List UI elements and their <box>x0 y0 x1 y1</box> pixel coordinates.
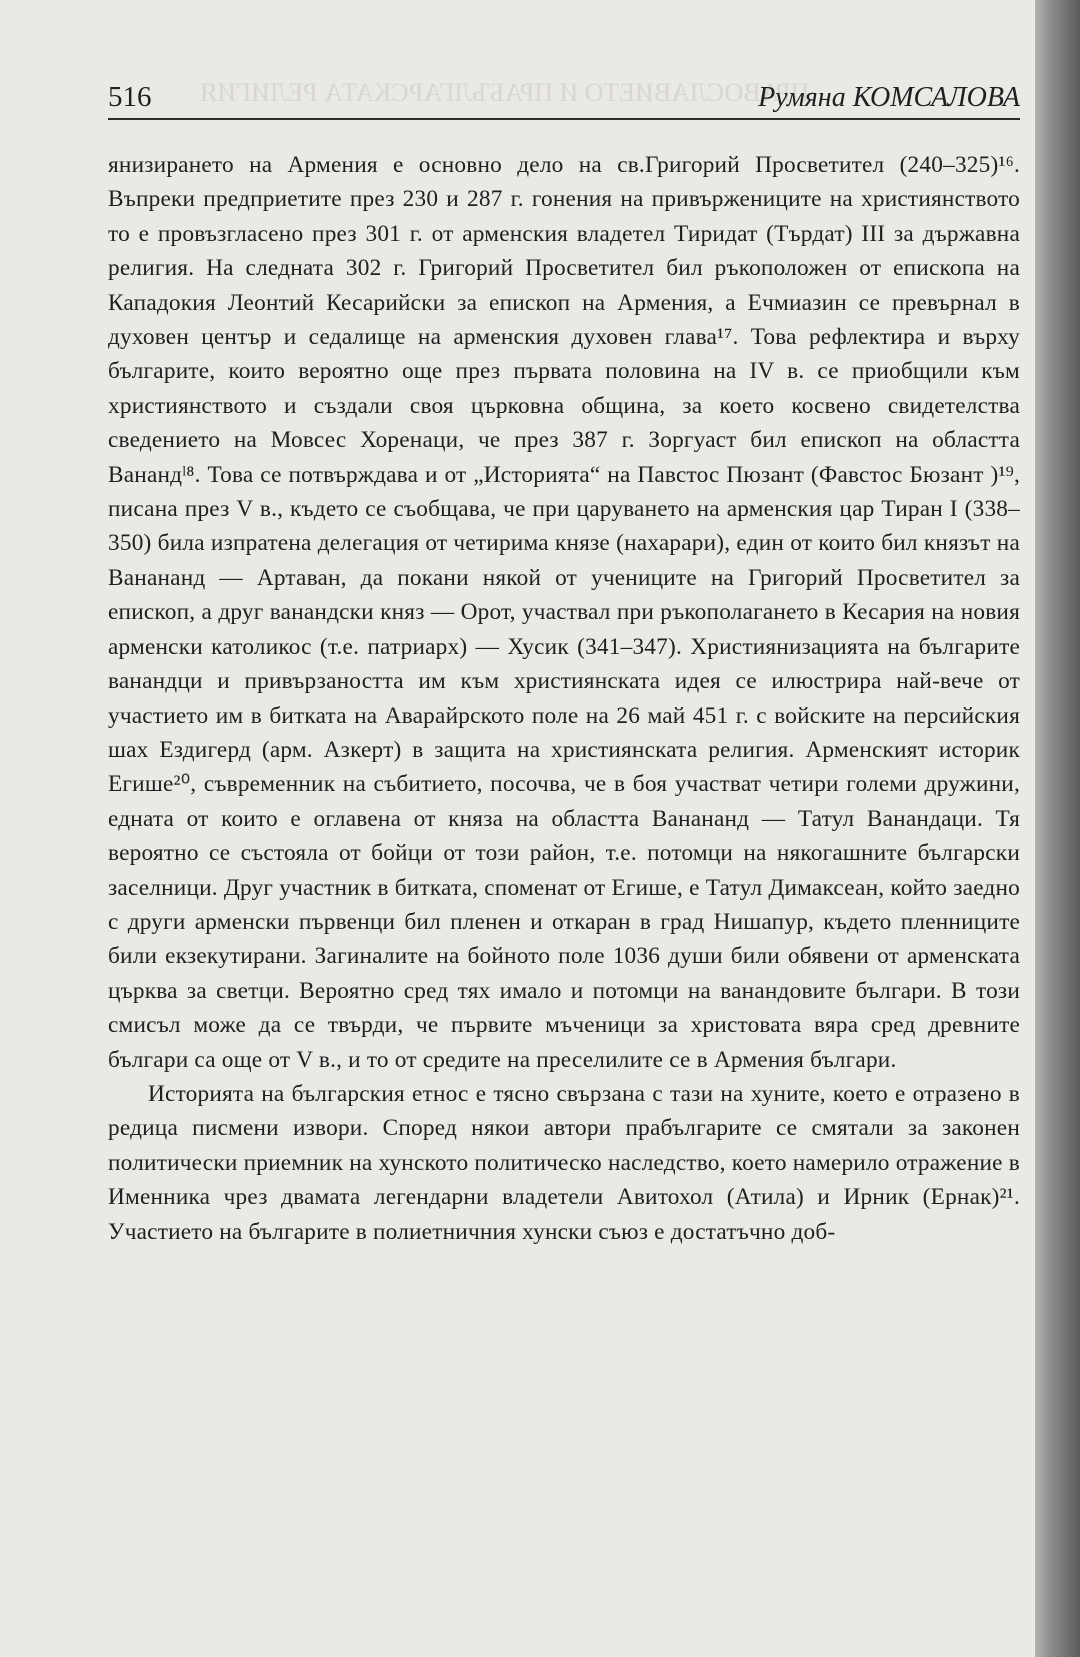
page-number: 516 <box>108 81 152 113</box>
paragraph: Историята на българския етнос е тясно свързана с тази на хуните, което е отразено в редица писмени извори. Според някои автори прабългарите се смятали за законен политически приемник на хунското политическо наследство, което намерило отражение в Именника чрез двамата легендарни владетели Авитохол (Атила) и Ирник (Ернак)²¹. Участието на българите в полиетничния хунски съюз е достатъчно доб- <box>108 1080 1020 1245</box>
bleed-through-text: ПРАВОСЛАВИЕТО И ПРАБЪЛГАРСКАТА РЕЛИГИЯ <box>200 78 810 107</box>
book-spine-shadow <box>1035 0 1080 1657</box>
body-text <box>108 148 1020 1249</box>
running-head-author: Румяна КОМСАЛОВА <box>758 82 1020 113</box>
paragraph: янизирането на Армения е основно дело на св.Григорий Просветител (240–325)¹⁶. Въпреки предприетите през 230 и 287 г. гонения на привържениците на християнството то е провъзгласено през 301 г. от арменския владетел Тиридат (Търдат) III за държавна религия. На следната 302 г. Григорий Просветител бил ръкоположен от епископа на Кападокия Леонтий Кесарийски за епископ на Армения, а Ечмиазин се превърнал в духовен център и седалище на арменския духовен глава¹⁷. Това рефлектира и върху българите, които вероятно още през първата половина на IV в. се приобщили към християнството и създали своя църковна община, за което косвено свидетелства сведението на Мовсес Хоренаци, че през 387 г. Зоргуаст бил епископ на областта Ванандˡ⁸. Това се потвърждава и от „Историята“ на Павстос Пюзант (Фавстос Бюзант )¹⁹, писана през V в., където се съобщава, че при царуването на арменския цар Тиран I (338–350) била изпратена делегация от четирима князе (нахарари), един от които бил князът на Ванананд — Артаван, да покани някой от учениците на Григорий Просветител за епископ, а друг ванандски княз — Орот, участвал при ръкополагането в Кесария на новия арменски католикос (т.е. патриарх) — Хусик (341–347). Християнизацията на българите ванандци и привързаността им към християнската идея се илюстрира най-вече от участието им в битката на Аварайрското поле на 26 май 451 г. с войските на персийския шах Ездигерд (арм. Азкерт) в защита на християнската религия. Арменският историк Егише²⁰, съвременник на събитието, посочва, че в боя участват четири големи дружини, едната от които е оглавена от княза на областта Ванананд — Татул Ванандаци. Тя вероятно се състояла от бойци от този район, т.е. потомци на някогашните български заселници. Друг участник в битката, споменат от Егише, е Татул Димаксеан, който заедно с други арменски първенци бил пленен и откаран в град Нишапур, където пленниците били екзекутирани. Загиналите на бойното поле 1036 души били обявени от арменската църква за светци. Вероятно сред тях имало и потомци на ванандовите българи. В този смисъл може да се твърди, че първите мъченици за христовата вяра сред древните българи са още от V в., и то от средите на преселилите се в Армения българи. <box>108 152 1020 1073</box>
page-header <box>108 78 1020 120</box>
